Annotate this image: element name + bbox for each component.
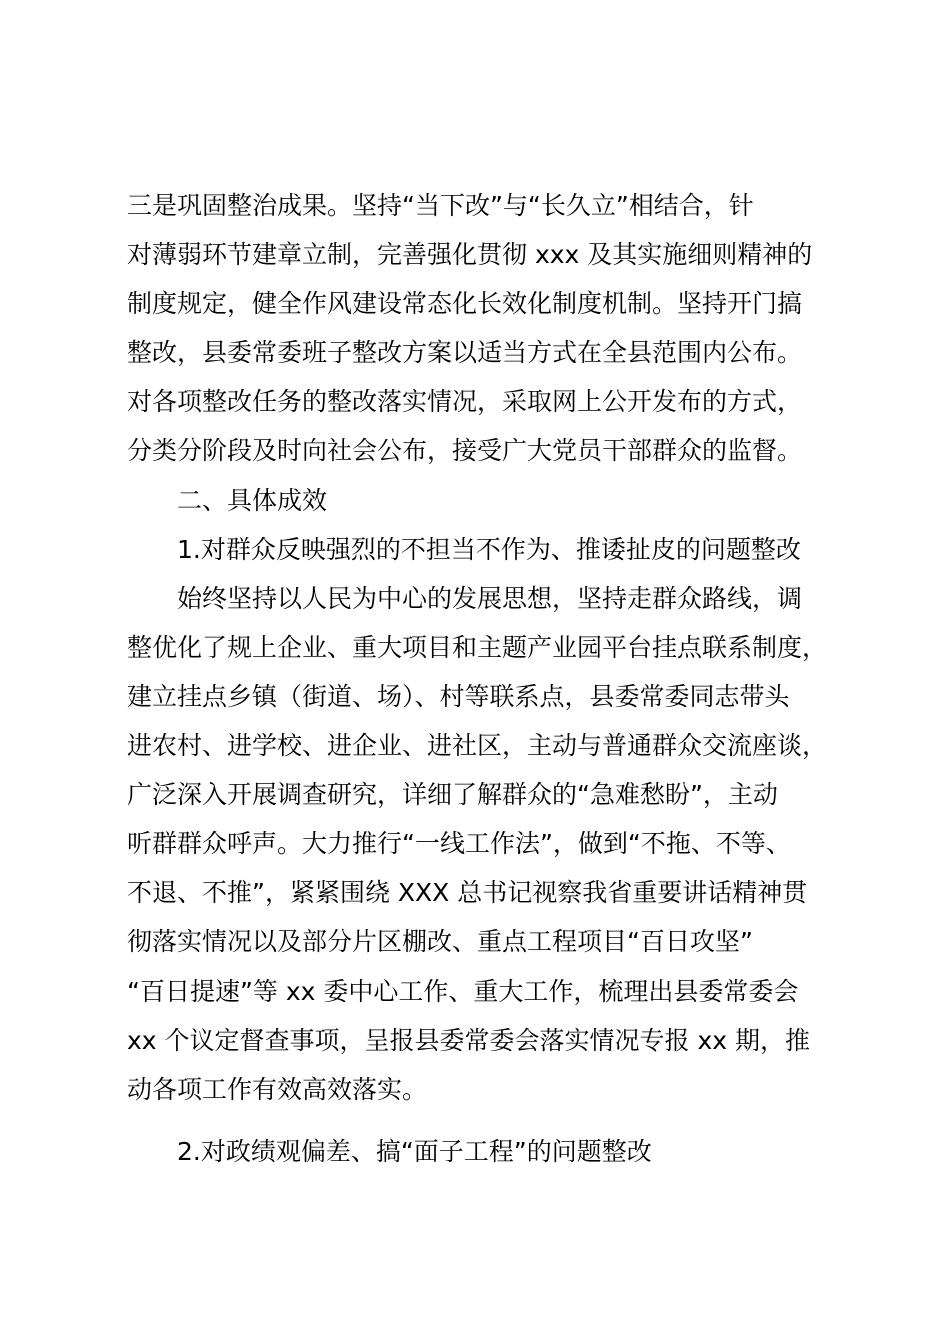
text-line: “百日提速”等 xx 委中心工作、重大工作，梳理出县委常委会 <box>127 976 799 1006</box>
section-heading: 二、具体成效 <box>177 485 328 515</box>
text-line: xx 个议定督查事项，呈报县委常委会落实情况专报 xx 期，推 <box>127 1025 811 1055</box>
text-line: 建立挂点乡镇（街道、场）、村等联系点，县委常委同志带头 <box>127 681 790 711</box>
text-line: 整改，县委常委班子整改方案以适当方式在全县范围内公布。 <box>127 338 803 368</box>
text-line: 整优化了规上企业、重大项目和主题产业园平台挂点联系制度， <box>127 632 828 662</box>
text-line: 不退、不推”，紧紧围绕 XXX 总书记视察我省重要讲话精神贯 <box>127 878 808 908</box>
text-line: 对各项整改任务的整改落实情况，采取网上公开发布的方式， <box>127 387 803 417</box>
text-line: 三是巩固整治成果。坚持“当下改”与“长久立”相结合，针 <box>127 191 754 220</box>
text-line: 进农村、进学校、进企业、进社区，主动与普通群众交流座谈， <box>127 731 828 761</box>
text-line: 动各项工作有效高效落实。 <box>127 1074 428 1104</box>
text-line: 听群群众呼声。大力推行“一线工作法”，做到“不拖、不等、 <box>127 829 791 859</box>
text-line: 彻落实情况以及部分片区棚改、重点工程项目“百日攻坚” <box>127 927 753 957</box>
text-line: 分类分阶段及时向社会公布，接受广大党员干部群众的监督。 <box>127 436 803 466</box>
text-line: 广泛深入开展调查研究，详细了解群众的“急难愁盼”，主动 <box>127 780 778 810</box>
text-line: 始终坚持以人民为中心的发展思想，坚持走群众路线，调 <box>177 583 803 613</box>
subsection-heading: 2.对政绩观偏差、搞“面子工程”的问题整改 <box>177 1136 652 1166</box>
document-body <box>127 181 839 1176</box>
subsection-heading: 1.对群众反映强烈的不担当不作为、推诿扯皮的问题整改 <box>177 534 801 564</box>
text-line: 制度规定，健全作风建设常态化长效化制度机制。坚持开门搞 <box>127 289 803 319</box>
text-line: 对薄弱环节建章立制，完善强化贯彻 xxx 及其实施细则精神的 <box>127 240 813 270</box>
